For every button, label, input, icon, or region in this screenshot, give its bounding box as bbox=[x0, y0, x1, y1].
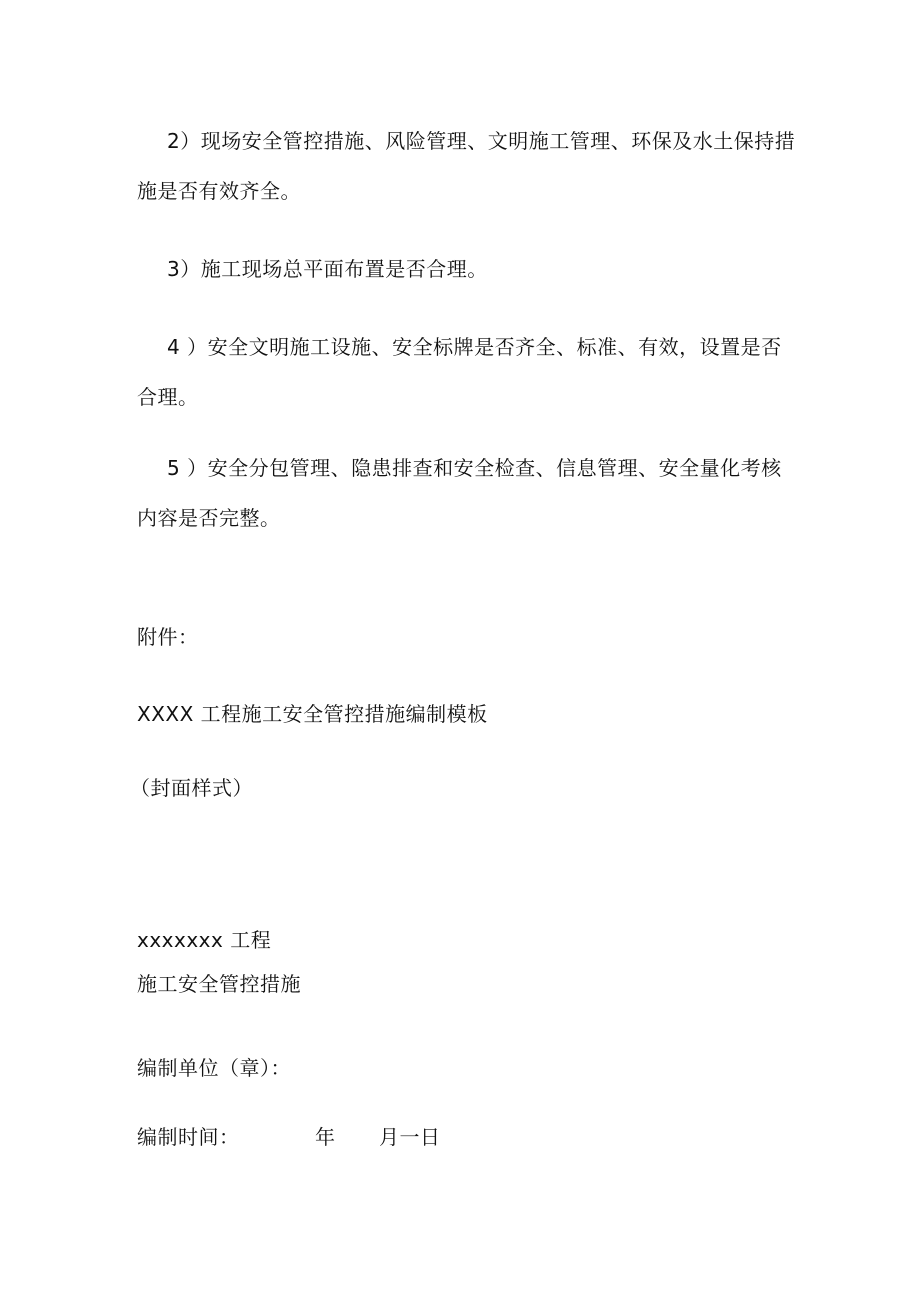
cover-style-note: （封面样式） bbox=[130, 776, 253, 800]
item-4-line-1: 4 ）安全文明施工设施、安全标牌是否齐全、标准、有效，设置是否 bbox=[167, 335, 782, 359]
item-3: 3）施工现场总平面布置是否合理。 bbox=[167, 257, 488, 281]
compile-time-label: 编制时间： bbox=[137, 1125, 240, 1149]
item-4-line-2: 合理。 bbox=[137, 385, 199, 409]
item-5-line-1: 5 ）安全分包管理、隐患排查和安全检查、信息管理、安全量化考核 bbox=[167, 456, 782, 480]
item-2-line-2: 施是否有效齐全。 bbox=[137, 179, 301, 203]
attachment-label: 附件： bbox=[137, 625, 199, 649]
template-title: XXXX 工程施工安全管控措施编制模板 bbox=[137, 702, 488, 726]
month-day-label: 月一日 bbox=[379, 1125, 441, 1149]
item-2-line-1: 2）现场安全管控措施、风险管理、文明施工管理、环保及水土保持措 bbox=[167, 129, 796, 153]
document-title: 施工安全管控措施 bbox=[137, 972, 301, 996]
project-name: xxxxxxx 工程 bbox=[137, 928, 272, 952]
item-5-line-2: 内容是否完整。 bbox=[137, 506, 281, 530]
compile-unit-label: 编制单位（章）： bbox=[137, 1056, 291, 1080]
year-label: 年 bbox=[315, 1125, 336, 1149]
